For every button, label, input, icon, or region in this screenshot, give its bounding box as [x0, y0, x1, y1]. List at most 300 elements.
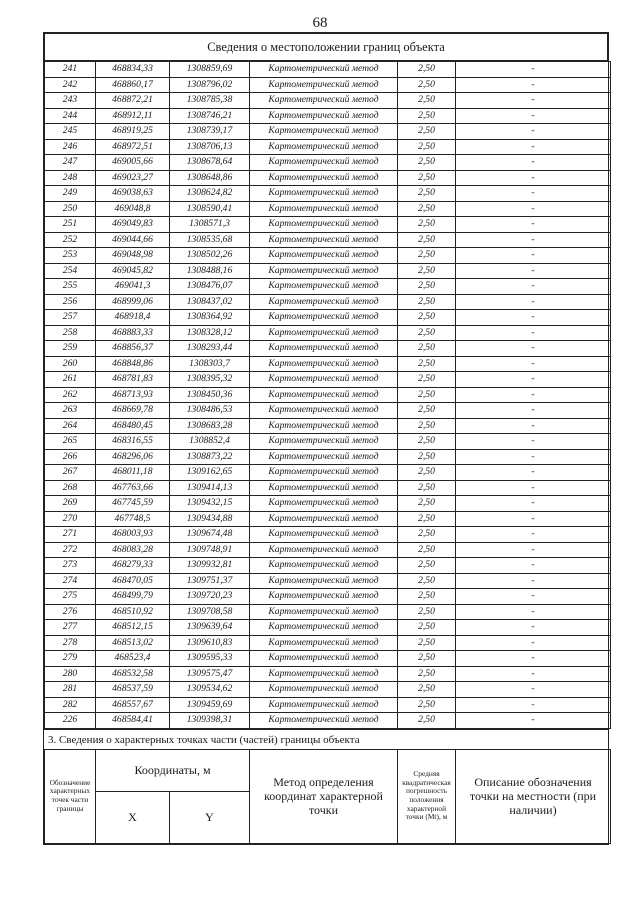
x-coordinate-cell: 468848,86	[96, 356, 170, 372]
method-cell: Картометрический метод	[250, 201, 398, 217]
table-row	[45, 620, 611, 636]
header-method: Метод определения координат характерной точки	[250, 749, 398, 843]
y-coordinate-cell: 1308486,53	[170, 403, 250, 419]
x-coordinate-cell: 468011,18	[96, 465, 170, 481]
description-cell: -	[456, 139, 611, 155]
x-coordinate-cell: 468316,55	[96, 434, 170, 450]
method-cell: Картометрический метод	[250, 697, 398, 713]
table-row	[45, 77, 611, 93]
description-cell: -	[456, 480, 611, 496]
y-coordinate-cell: 1308746,21	[170, 108, 250, 124]
accuracy-cell: 2,50	[398, 434, 456, 450]
description-cell: -	[456, 527, 611, 543]
point-number-cell: 278	[45, 635, 96, 651]
point-number-cell: 242	[45, 77, 96, 93]
y-coordinate-cell: 1309595,33	[170, 651, 250, 667]
x-coordinate-cell: 468713,93	[96, 387, 170, 403]
table-row	[45, 325, 611, 341]
point-number-cell: 249	[45, 186, 96, 202]
accuracy-cell: 2,50	[398, 248, 456, 264]
accuracy-cell: 2,50	[398, 356, 456, 372]
accuracy-cell: 2,50	[398, 325, 456, 341]
y-coordinate-cell: 1308678,64	[170, 155, 250, 171]
description-cell: -	[456, 403, 611, 419]
method-cell: Картометрический метод	[250, 325, 398, 341]
y-coordinate-cell: 1308328,12	[170, 325, 250, 341]
method-cell: Картометрический метод	[250, 666, 398, 682]
point-number-cell: 266	[45, 449, 96, 465]
accuracy-cell: 2,50	[398, 310, 456, 326]
y-coordinate-cell: 1308303,7	[170, 356, 250, 372]
x-coordinate-cell: 468532,58	[96, 666, 170, 682]
method-cell: Картометрический метод	[250, 232, 398, 248]
y-coordinate-cell: 1309534,62	[170, 682, 250, 698]
point-number-cell: 282	[45, 697, 96, 713]
x-coordinate-cell: 469041,3	[96, 279, 170, 295]
description-cell: -	[456, 201, 611, 217]
x-coordinate-cell: 468512,15	[96, 620, 170, 636]
accuracy-cell: 2,50	[398, 403, 456, 419]
y-coordinate-cell: 1309720,23	[170, 589, 250, 605]
method-cell: Картометрический метод	[250, 480, 398, 496]
x-coordinate-cell: 468834,33	[96, 62, 170, 78]
y-coordinate-cell: 1308624,82	[170, 186, 250, 202]
description-cell: -	[456, 682, 611, 698]
accuracy-cell: 2,50	[398, 651, 456, 667]
table-row	[45, 387, 611, 403]
table-row	[45, 604, 611, 620]
y-coordinate-cell: 1308450,36	[170, 387, 250, 403]
accuracy-cell: 2,50	[398, 620, 456, 636]
table-title: Сведения о местоположении границ объекта	[45, 34, 608, 61]
y-coordinate-cell: 1308648,86	[170, 170, 250, 186]
x-coordinate-cell: 468003,93	[96, 527, 170, 543]
description-cell: -	[456, 651, 611, 667]
point-number-cell: 252	[45, 232, 96, 248]
method-cell: Картометрический метод	[250, 108, 398, 124]
x-coordinate-cell: 467745,59	[96, 496, 170, 512]
x-coordinate-cell: 468883,33	[96, 325, 170, 341]
header-y: Y	[170, 791, 250, 843]
description-cell: -	[456, 155, 611, 171]
table-row	[45, 93, 611, 109]
accuracy-cell: 2,50	[398, 589, 456, 605]
description-cell: -	[456, 77, 611, 93]
point-number-cell: 246	[45, 139, 96, 155]
description-cell: -	[456, 604, 611, 620]
method-cell: Картометрический метод	[250, 511, 398, 527]
x-coordinate-cell: 468584,41	[96, 713, 170, 729]
method-cell: Картометрический метод	[250, 651, 398, 667]
point-number-cell: 280	[45, 666, 96, 682]
table-row	[45, 666, 611, 682]
y-coordinate-cell: 1308535,68	[170, 232, 250, 248]
accuracy-cell: 2,50	[398, 465, 456, 481]
y-coordinate-cell: 1309674,48	[170, 527, 250, 543]
x-coordinate-cell: 468919,25	[96, 124, 170, 140]
page-number: 68	[312, 15, 328, 31]
table-row	[45, 403, 611, 419]
table-row	[45, 155, 611, 171]
x-coordinate-cell: 468523,4	[96, 651, 170, 667]
header-description: Описание обозначения точки на местности (при наличии)	[456, 749, 611, 843]
y-coordinate-cell: 1309575,47	[170, 666, 250, 682]
description-cell: -	[456, 248, 611, 264]
table-row	[45, 434, 611, 450]
x-coordinate-cell: 467748,5	[96, 511, 170, 527]
accuracy-cell: 2,50	[398, 449, 456, 465]
method-cell: Картометрический метод	[250, 356, 398, 372]
description-cell: -	[456, 186, 611, 202]
point-number-cell: 250	[45, 201, 96, 217]
table-row	[45, 310, 611, 326]
table-row	[45, 62, 611, 78]
table-row	[45, 682, 611, 698]
description-cell: -	[456, 558, 611, 574]
point-number-cell: 257	[45, 310, 96, 326]
table-row	[45, 589, 611, 605]
table-row	[45, 558, 611, 574]
description-cell: -	[456, 713, 611, 729]
table-row	[45, 217, 611, 233]
table-row	[45, 635, 611, 651]
section3-title: 3. Сведения о характерных точках части (частей) границы объекта	[44, 729, 608, 749]
header-coordinates: Координаты, м	[96, 749, 250, 791]
x-coordinate-cell: 469048,98	[96, 248, 170, 264]
point-number-cell: 256	[45, 294, 96, 310]
method-cell: Картометрический метод	[250, 124, 398, 140]
y-coordinate-cell: 1309162,65	[170, 465, 250, 481]
point-number-cell: 261	[45, 372, 96, 388]
document-sheet	[43, 32, 609, 845]
method-cell: Картометрический метод	[250, 294, 398, 310]
x-coordinate-cell: 468872,21	[96, 93, 170, 109]
method-cell: Картометрический метод	[250, 387, 398, 403]
point-number-cell: 260	[45, 356, 96, 372]
method-cell: Картометрический метод	[250, 93, 398, 109]
y-coordinate-cell: 1309434,88	[170, 511, 250, 527]
description-cell: -	[456, 356, 611, 372]
accuracy-cell: 2,50	[398, 279, 456, 295]
y-coordinate-cell: 1309751,37	[170, 573, 250, 589]
point-number-cell: 241	[45, 62, 96, 78]
y-coordinate-cell: 1308873,22	[170, 449, 250, 465]
method-cell: Картометрический метод	[250, 682, 398, 698]
header-x: X	[96, 791, 170, 843]
description-cell: -	[456, 418, 611, 434]
coordinates-table	[44, 61, 611, 729]
accuracy-cell: 2,50	[398, 93, 456, 109]
accuracy-cell: 2,50	[398, 124, 456, 140]
description-cell: -	[456, 62, 611, 78]
method-cell: Картометрический метод	[250, 620, 398, 636]
point-number-cell: 259	[45, 341, 96, 357]
description-cell: -	[456, 511, 611, 527]
x-coordinate-cell: 468860,17	[96, 77, 170, 93]
point-number-cell: 268	[45, 480, 96, 496]
accuracy-cell: 2,50	[398, 635, 456, 651]
description-cell: -	[456, 93, 611, 109]
y-coordinate-cell: 1309639,64	[170, 620, 250, 636]
y-coordinate-cell: 1308852,4	[170, 434, 250, 450]
method-cell: Картометрический метод	[250, 341, 398, 357]
y-coordinate-cell: 1309708,58	[170, 604, 250, 620]
method-cell: Картометрический метод	[250, 434, 398, 450]
point-number-cell: 272	[45, 542, 96, 558]
description-cell: -	[456, 449, 611, 465]
method-cell: Картометрический метод	[250, 170, 398, 186]
x-coordinate-cell: 468537,59	[96, 682, 170, 698]
x-coordinate-cell: 468083,28	[96, 542, 170, 558]
method-cell: Картометрический метод	[250, 155, 398, 171]
method-cell: Картометрический метод	[250, 449, 398, 465]
method-cell: Картометрический метод	[250, 186, 398, 202]
y-coordinate-cell: 1308395,32	[170, 372, 250, 388]
y-coordinate-cell: 1308683,28	[170, 418, 250, 434]
table-row	[45, 651, 611, 667]
point-number-cell: 258	[45, 325, 96, 341]
table-row	[45, 124, 611, 140]
x-coordinate-cell: 468999,06	[96, 294, 170, 310]
table-row	[45, 527, 611, 543]
x-coordinate-cell: 469023,27	[96, 170, 170, 186]
x-coordinate-cell: 469038,63	[96, 186, 170, 202]
header-accuracy: Средняя квадратическая погрешность положения характерной точки (Mt), м	[398, 749, 456, 843]
x-coordinate-cell: 468912,11	[96, 108, 170, 124]
method-cell: Картометрический метод	[250, 403, 398, 419]
x-coordinate-cell: 468279,33	[96, 558, 170, 574]
table-row	[45, 418, 611, 434]
table-row	[45, 108, 611, 124]
table-row	[45, 139, 611, 155]
x-coordinate-cell: 468470,05	[96, 573, 170, 589]
method-cell: Картометрический метод	[250, 558, 398, 574]
description-cell: -	[456, 620, 611, 636]
x-coordinate-cell: 468856,37	[96, 341, 170, 357]
point-number-cell: 276	[45, 604, 96, 620]
accuracy-cell: 2,50	[398, 170, 456, 186]
point-number-cell: 275	[45, 589, 96, 605]
table-row	[45, 263, 611, 279]
y-coordinate-cell: 1308437,02	[170, 294, 250, 310]
description-cell: -	[456, 635, 611, 651]
x-coordinate-cell: 468557,67	[96, 697, 170, 713]
table-row	[45, 248, 611, 264]
y-coordinate-cell: 1308293,44	[170, 341, 250, 357]
y-coordinate-cell: 1309398,31	[170, 713, 250, 729]
y-coordinate-cell: 1308739,17	[170, 124, 250, 140]
accuracy-cell: 2,50	[398, 217, 456, 233]
description-cell: -	[456, 372, 611, 388]
table-row	[45, 279, 611, 295]
description-cell: -	[456, 170, 611, 186]
y-coordinate-cell: 1308859,69	[170, 62, 250, 78]
accuracy-cell: 2,50	[398, 480, 456, 496]
description-cell: -	[456, 542, 611, 558]
method-cell: Картометрический метод	[250, 573, 398, 589]
method-cell: Картометрический метод	[250, 263, 398, 279]
point-number-cell: 248	[45, 170, 96, 186]
table-row	[45, 465, 611, 481]
y-coordinate-cell: 1308488,16	[170, 263, 250, 279]
description-cell: -	[456, 217, 611, 233]
accuracy-cell: 2,50	[398, 418, 456, 434]
point-number-cell: 243	[45, 93, 96, 109]
point-number-cell: 255	[45, 279, 96, 295]
table-row	[45, 697, 611, 713]
accuracy-cell: 2,50	[398, 604, 456, 620]
table-row	[45, 372, 611, 388]
point-number-cell: 273	[45, 558, 96, 574]
table-row	[45, 480, 611, 496]
point-number-cell: 264	[45, 418, 96, 434]
method-cell: Картометрический метод	[250, 542, 398, 558]
point-number-cell: 267	[45, 465, 96, 481]
x-coordinate-cell: 468296,06	[96, 449, 170, 465]
accuracy-cell: 2,50	[398, 682, 456, 698]
method-cell: Картометрический метод	[250, 589, 398, 605]
description-cell: -	[456, 108, 611, 124]
method-cell: Картометрический метод	[250, 217, 398, 233]
description-cell: -	[456, 310, 611, 326]
method-cell: Картометрический метод	[250, 62, 398, 78]
x-coordinate-cell: 469048,8	[96, 201, 170, 217]
accuracy-cell: 2,50	[398, 558, 456, 574]
method-cell: Картометрический метод	[250, 310, 398, 326]
header-point-designation: Обозначение характерных точек части границы	[45, 749, 96, 843]
accuracy-cell: 2,50	[398, 263, 456, 279]
y-coordinate-cell: 1308571,3	[170, 217, 250, 233]
y-coordinate-cell: 1309748,91	[170, 542, 250, 558]
method-cell: Картометрический метод	[250, 139, 398, 155]
description-cell: -	[456, 496, 611, 512]
point-number-cell: 226	[45, 713, 96, 729]
y-coordinate-cell: 1308785,38	[170, 93, 250, 109]
table-row	[45, 496, 611, 512]
method-cell: Картометрический метод	[250, 77, 398, 93]
point-number-cell: 245	[45, 124, 96, 140]
method-cell: Картометрический метод	[250, 279, 398, 295]
point-number-cell: 270	[45, 511, 96, 527]
y-coordinate-cell: 1308590,41	[170, 201, 250, 217]
y-coordinate-cell: 1309932,81	[170, 558, 250, 574]
y-coordinate-cell: 1308364,92	[170, 310, 250, 326]
description-cell: -	[456, 341, 611, 357]
description-cell: -	[456, 124, 611, 140]
y-coordinate-cell: 1309459,69	[170, 697, 250, 713]
table-row	[45, 341, 611, 357]
boundary-table	[44, 33, 608, 61]
accuracy-cell: 2,50	[398, 62, 456, 78]
table-row	[45, 573, 611, 589]
point-number-cell: 254	[45, 263, 96, 279]
point-number-cell: 247	[45, 155, 96, 171]
method-cell: Картометрический метод	[250, 635, 398, 651]
table-row	[45, 542, 611, 558]
accuracy-cell: 2,50	[398, 108, 456, 124]
section3-header-table	[44, 749, 611, 844]
description-cell: -	[456, 232, 611, 248]
x-coordinate-cell: 468480,45	[96, 418, 170, 434]
description-cell: -	[456, 263, 611, 279]
y-coordinate-cell: 1309414,13	[170, 480, 250, 496]
accuracy-cell: 2,50	[398, 542, 456, 558]
point-number-cell: 271	[45, 527, 96, 543]
x-coordinate-cell: 468510,92	[96, 604, 170, 620]
accuracy-cell: 2,50	[398, 713, 456, 729]
point-number-cell: 279	[45, 651, 96, 667]
x-coordinate-cell: 469049,83	[96, 217, 170, 233]
x-coordinate-cell: 468669,78	[96, 403, 170, 419]
x-coordinate-cell: 467763,66	[96, 480, 170, 496]
table-row	[45, 201, 611, 217]
point-number-cell: 263	[45, 403, 96, 419]
accuracy-cell: 2,50	[398, 201, 456, 217]
point-number-cell: 281	[45, 682, 96, 698]
description-cell: -	[456, 697, 611, 713]
method-cell: Картометрический метод	[250, 465, 398, 481]
accuracy-cell: 2,50	[398, 573, 456, 589]
accuracy-cell: 2,50	[398, 186, 456, 202]
accuracy-cell: 2,50	[398, 139, 456, 155]
x-coordinate-cell: 468781,83	[96, 372, 170, 388]
description-cell: -	[456, 589, 611, 605]
accuracy-cell: 2,50	[398, 155, 456, 171]
description-cell: -	[456, 434, 611, 450]
x-coordinate-cell: 468499,79	[96, 589, 170, 605]
point-number-cell: 265	[45, 434, 96, 450]
table-row	[45, 511, 611, 527]
point-number-cell: 251	[45, 217, 96, 233]
accuracy-cell: 2,50	[398, 77, 456, 93]
point-number-cell: 262	[45, 387, 96, 403]
x-coordinate-cell: 468918,4	[96, 310, 170, 326]
coordinates-table-body	[45, 62, 611, 729]
description-cell: -	[456, 465, 611, 481]
table-row	[45, 294, 611, 310]
table-row	[45, 356, 611, 372]
x-coordinate-cell: 469044,66	[96, 232, 170, 248]
accuracy-cell: 2,50	[398, 372, 456, 388]
y-coordinate-cell: 1308796,02	[170, 77, 250, 93]
accuracy-cell: 2,50	[398, 232, 456, 248]
accuracy-cell: 2,50	[398, 511, 456, 527]
y-coordinate-cell: 1308706,13	[170, 139, 250, 155]
x-coordinate-cell: 469005,66	[96, 155, 170, 171]
y-coordinate-cell: 1309610,83	[170, 635, 250, 651]
method-cell: Картометрический метод	[250, 496, 398, 512]
description-cell: -	[456, 573, 611, 589]
description-cell: -	[456, 666, 611, 682]
description-cell: -	[456, 294, 611, 310]
method-cell: Картометрический метод	[250, 713, 398, 729]
point-number-cell: 253	[45, 248, 96, 264]
x-coordinate-cell: 469045,82	[96, 263, 170, 279]
point-number-cell: 269	[45, 496, 96, 512]
x-coordinate-cell: 468513,02	[96, 635, 170, 651]
y-coordinate-cell: 1308502,26	[170, 248, 250, 264]
table-row	[45, 713, 611, 729]
accuracy-cell: 2,50	[398, 527, 456, 543]
accuracy-cell: 2,50	[398, 341, 456, 357]
method-cell: Картометрический метод	[250, 527, 398, 543]
method-cell: Картометрический метод	[250, 604, 398, 620]
table-row	[45, 449, 611, 465]
method-cell: Картометрический метод	[250, 418, 398, 434]
accuracy-cell: 2,50	[398, 666, 456, 682]
description-cell: -	[456, 279, 611, 295]
table-row	[45, 232, 611, 248]
